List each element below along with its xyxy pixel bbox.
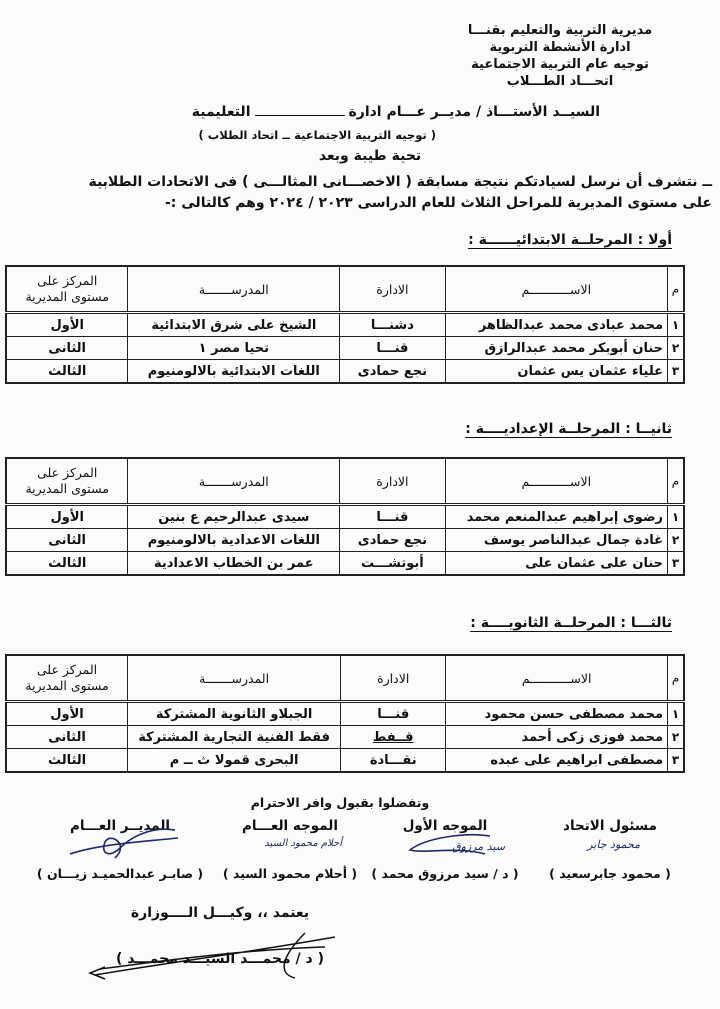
cell-num: ٣ [668, 749, 684, 773]
cell-rank: الثانى [6, 337, 128, 360]
rank-header-line1: المركز على [37, 465, 98, 480]
table-row [6, 313, 684, 337]
col-header-rank [6, 655, 128, 702]
signatory-name: ( صابـر عبدالحميـد زيـــان ) [36, 866, 204, 881]
cell-school: البحرى قمولا ث ــ م [128, 749, 341, 773]
addressee-suffix: التعليمية [191, 104, 251, 120]
cell-name: محمد عبادى محمد عبدالظاهر [445, 313, 667, 337]
cell-administration: أبوتشـــت [340, 552, 445, 576]
table-row [6, 702, 684, 726]
signatory-title: الموجه الأول [402, 818, 488, 834]
col-header-num: م [668, 266, 684, 313]
approval-block [95, 905, 345, 967]
cell-rank: الأول [6, 313, 128, 337]
cell-num: ٢ [668, 726, 684, 749]
cell-administration: قنـــا [340, 337, 445, 360]
addressee-subtitle: ( توجيه التربية الاجتماعية ــ اتحاد الطلاب ) [198, 128, 436, 142]
cell-administration: قنـــا [340, 505, 445, 529]
cell-administration: نجع حمادى [340, 360, 445, 384]
cell-school: سيدى عبدالرحيم ع بنين [128, 505, 340, 529]
greeting: تحية طيبة وبعد [318, 148, 422, 164]
cell-rank: الأول [6, 505, 128, 529]
cell-num: ٣ [668, 360, 684, 384]
col-header-administration: الادارة [340, 458, 445, 505]
cell-administration: دشنـــا [340, 313, 445, 337]
closing-line: وتفضلوا بقبول وافر الاحترام [250, 795, 430, 810]
col-header-name: الاســـــــــــم [446, 655, 668, 702]
results-table-primary [5, 265, 685, 384]
signatory-first-supervisor [365, 818, 525, 881]
cell-school: الجبلاو الثانوية المشتركة [128, 702, 341, 726]
col-header-name: الاســـــــــــم [445, 458, 667, 505]
cell-school: الشيخ على شرق الابتدائية [128, 313, 340, 337]
blank-line [255, 105, 345, 116]
table-row [6, 552, 684, 576]
table-header-row [6, 655, 684, 702]
handwritten-signature: سيد مرزوق [452, 840, 505, 853]
col-header-school: المدرســـــــة [128, 458, 340, 505]
cell-rank: الأول [6, 702, 128, 726]
table-header-row [6, 458, 684, 505]
rank-header-line1: المركز على [37, 273, 98, 288]
cell-administration: نقـــادة [341, 749, 446, 773]
col-header-rank [6, 458, 128, 505]
rank-header-line2: مستوى المديرية [25, 289, 109, 304]
cell-name: محمد مصطفى حسن محمود [446, 702, 668, 726]
cell-rank: الثانى [6, 726, 128, 749]
col-header-school: المدرســـــــة [128, 266, 340, 313]
signatory-name: ( أحلام محمود السيد ) [222, 866, 358, 881]
table-row [6, 337, 684, 360]
body-line-2: على مستوى المديرية للمراحل الثلاث للعام الدراسى ٢٠٢٣ / ٢٠٢٤ وهم كالتالى :- [164, 195, 712, 211]
signatory-name: ( محمود جابرسعيد ) [549, 866, 671, 881]
rank-header-line2: مستوى المديرية [25, 481, 109, 496]
table-row [6, 505, 684, 529]
table-row [6, 726, 684, 749]
letterhead-line: توجيه عام التربية الاجتماعية [471, 57, 649, 72]
col-header-num: م [668, 655, 684, 702]
cell-num: ١ [668, 702, 684, 726]
cell-num: ١ [668, 505, 684, 529]
body-line-1: ــ نتشرف أن نرسل لسيادتكم نتيجة مسابقة ( الاخصـــانى المثالـــى ) فى الاتحادات الطلابية [88, 174, 712, 190]
cell-name: غادة جمال عبدالناصر يوسف [445, 529, 667, 552]
signatory-title: الموجه العـــام [242, 818, 338, 834]
handwritten-signature: أحلام محمود السيد [264, 838, 342, 849]
section-title-secondary: ثالثـــا : المرحلــة الثانويــــة : [470, 615, 672, 631]
cell-num: ٢ [668, 337, 684, 360]
cell-num: ١ [668, 313, 684, 337]
cell-school: اللغات الاعدادية بالالومنيوم [128, 529, 340, 552]
results-table-preparatory [5, 457, 685, 576]
body-paragraph [52, 172, 712, 214]
letterhead-line: ادارة الأنشطة التربوية [489, 40, 631, 55]
results-table-secondary [5, 654, 685, 773]
signature-stroke-icon [85, 923, 355, 983]
signatory-name: ( د / سيد مرزوق محمد ) [371, 866, 519, 881]
signatory-general-director [30, 818, 210, 881]
cell-name: محمد فوزى زكى أحمد [446, 726, 668, 749]
cell-administration: قنـــا [341, 702, 446, 726]
cell-rank: الثالث [6, 552, 128, 576]
cell-rank: الثانى [6, 529, 128, 552]
cell-name: مصطفى ابراهيم على عبده [446, 749, 668, 773]
table-row [6, 529, 684, 552]
signature-stroke-icon [60, 824, 180, 864]
signatory-union-officer [540, 818, 680, 881]
handwritten-signature: محمود جابر [587, 838, 640, 851]
cell-name: علياء عثمان يس عثمان [445, 360, 667, 384]
col-header-name: الاســـــــــــم [445, 266, 667, 313]
col-header-rank [6, 266, 128, 313]
rank-header-line1: المركز على [36, 662, 98, 677]
cell-school: تحيا مصر ١ [128, 337, 340, 360]
table-row [6, 749, 684, 773]
col-header-school: المدرســـــــة [128, 655, 341, 702]
cell-rank: الثالث [6, 749, 128, 773]
cell-school: فقط الفنية التجارية المشتركة [128, 726, 341, 749]
cell-administration: نجع حمادى [340, 529, 445, 552]
signature-stroke-icon [405, 832, 495, 858]
rank-header-line2: مستوى المديرية [25, 678, 109, 693]
cell-num: ٢ [668, 529, 684, 552]
col-header-administration: الادارة [340, 266, 445, 313]
cell-rank: الثالث [6, 360, 128, 384]
cell-num: ٣ [668, 552, 684, 576]
letterhead [440, 22, 680, 90]
letterhead-line: اتحـــاد الطـــلاب [506, 74, 614, 89]
cell-name: حنان أبوبكر محمد عبدالرازق [445, 337, 667, 360]
approval-title: يعتمد ،، وكيـــل الــــوزارة [130, 905, 310, 921]
cell-name: حنان على عثمان على [445, 552, 667, 576]
cell-administration: قــفط [341, 726, 446, 749]
letterhead-line: مديرية التربية والتعليم بقنـــا [467, 23, 653, 38]
addressee [192, 104, 600, 120]
approval-name: ( د / محمـــد السيـــد محمـــد ) [116, 951, 324, 967]
addressee-prefix: السيــد الأستـــاذ / مديــر عـــام ادارة [348, 104, 600, 120]
col-header-administration: الادارة [341, 655, 446, 702]
section-title-primary: أولا : المرحلــة الابتدائيــــــة : [468, 232, 672, 248]
signatory-title: المديــر العـــام [69, 818, 171, 834]
cell-school: عمر بن الخطاب الاعدادية [128, 552, 340, 576]
table-header-row [6, 266, 684, 313]
col-header-num: م [668, 458, 684, 505]
cell-school: اللغات الابتدائية بالالومنيوم [128, 360, 340, 384]
cell-name: رضوى إبراهيم عبدالمنعم محمد [445, 505, 667, 529]
section-title-preparatory: ثانيــا : المرحلــة الإعداديــــة : [465, 421, 672, 437]
signatory-general-supervisor [220, 818, 360, 881]
table-row [6, 360, 684, 384]
signatory-title: مسئول الاتحاد [563, 818, 657, 834]
